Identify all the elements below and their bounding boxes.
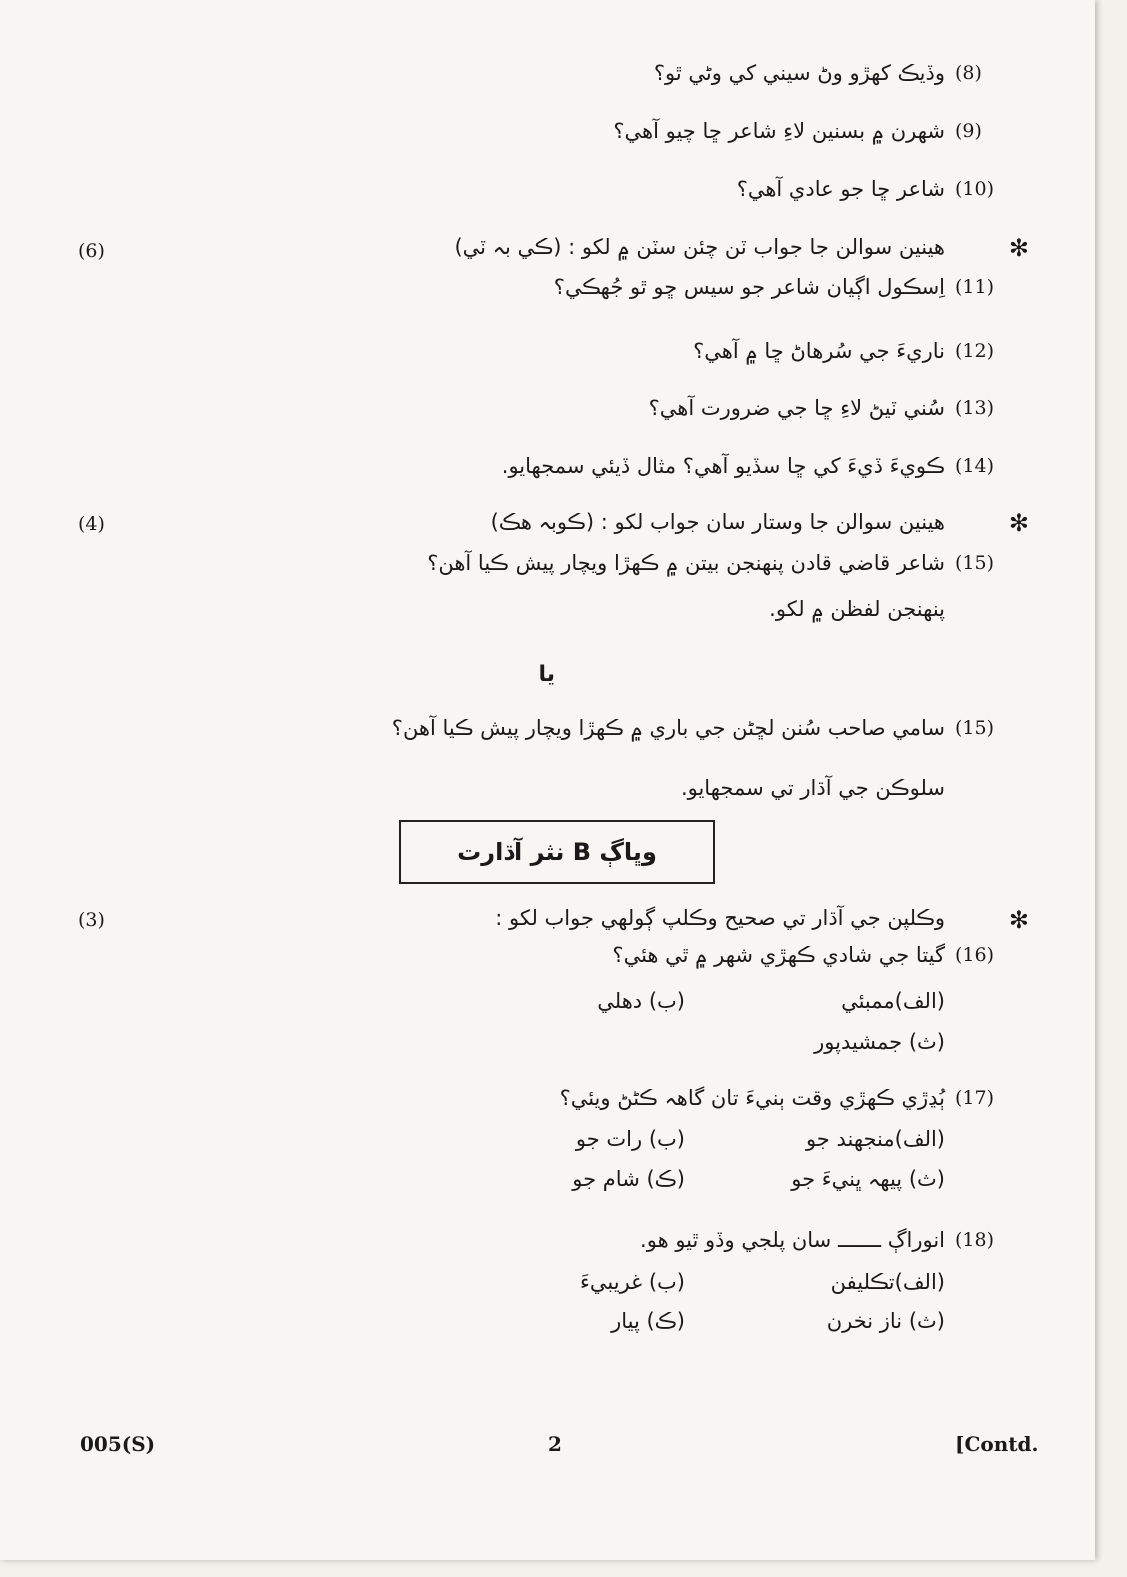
option: (ث) ناز نخرن: [826, 1309, 945, 1333]
option: (الف)ممبئي: [841, 989, 945, 1013]
option: (ث) جمشيدپور: [814, 1030, 945, 1054]
question-number: (18): [955, 1229, 995, 1251]
instruction-2: هينين سوالن جا وستار سان جواب لکو : (ڪوبہ هڪ): [490, 510, 945, 534]
option: (الف)تڪليفن: [830, 1270, 945, 1294]
page-number: 2: [548, 1432, 562, 1456]
question-text: ٻُڍڙي ڪهڙي وقت ٻنيءَ تان گاهہ ڪڻڻ ويئي؟: [559, 1086, 945, 1110]
instruction-1: هينين سوالن جا جواب ٽن چئن سٽن ۾ لکو : (ڪي بہ ٽي): [454, 235, 945, 259]
asterisk-icon: ✻: [1008, 234, 1029, 262]
marks-label: (4): [78, 513, 105, 535]
question-number: (11): [955, 276, 995, 298]
question-16: [185, 940, 995, 970]
question-text: انوراڳ ـــــــ سان پلجي وڏو ٿيو هو.: [640, 1228, 945, 1252]
question-15a: [185, 548, 995, 578]
question-10: [185, 174, 995, 204]
question-text: سُني ٽيڻ لاءِ ڇا جي ضرورت آهي؟: [648, 396, 945, 420]
question-15a-line2: پنهنجن لفظن ۾ لکو.: [769, 597, 945, 621]
question-text: اِسڪول اڳيان شاعر جو سيس ڇو ٿو جُهڪي؟: [553, 275, 945, 299]
question-text: گيتا جي شادي ڪهڙي شهر ۾ ٿي هئي؟: [612, 943, 945, 967]
question-text: شاعر قاضي قادن پنهنجن بيتن ۾ ڪهڙا ويچار پيش ڪيا آهن؟: [427, 551, 945, 575]
option: (ب) رات جو: [575, 1127, 685, 1151]
question-12: [185, 336, 995, 366]
question-number: (12): [955, 340, 995, 362]
option: (ڪ) پيار: [611, 1309, 685, 1333]
option: (ڪ) شام جو: [572, 1167, 685, 1191]
question-number: (8): [955, 62, 982, 84]
question-text: ناريءَ جي سُرهاڻ ڇا ۾ آهي؟: [693, 339, 945, 363]
question-number: (13): [955, 397, 995, 419]
option: (ث) پيهہ ڀنيءَ جو: [791, 1167, 945, 1191]
instruction-3: وڪلپن جي آڌار تي صحيح وڪلپ ڳولهي جواب لکو :: [495, 906, 945, 930]
option: (الف)منجهند جو: [805, 1127, 945, 1151]
question-number: (14): [955, 455, 995, 477]
paper-code: 005(S): [80, 1432, 156, 1456]
continued-label: [Contd.: [955, 1432, 1039, 1456]
question-11: [185, 272, 995, 302]
question-9: [185, 116, 982, 146]
asterisk-icon: ✻: [1008, 906, 1029, 934]
marks-label: (3): [78, 909, 105, 931]
question-17: [185, 1083, 995, 1113]
marks-label: (6): [78, 240, 105, 262]
question-text: شهرن ۾ بسنين لاءِ شاعر ڇا چيو آهي؟: [613, 119, 945, 143]
asterisk-icon: ✻: [1008, 509, 1029, 537]
option: (ب) غريبيءَ: [580, 1270, 685, 1294]
question-text: وڏيڪ کھڙو وڻ سيني کي وڻي ٿو؟: [653, 61, 945, 85]
question-8: [185, 58, 982, 88]
question-13: [185, 393, 995, 423]
question-number: (16): [955, 944, 995, 966]
option: (ب) دهلي: [597, 989, 685, 1013]
question-text: ڪويءَ ڏيءَ کي ڇا سڏيو آهي؟ مثال ڏيئي سمجهايو.: [501, 454, 945, 478]
question-number: (17): [955, 1087, 995, 1109]
section-title: وڀاڳ B نثر آڌارت: [399, 820, 715, 884]
question-number: (10): [955, 178, 995, 200]
question-14: [185, 451, 995, 481]
question-number: (9): [955, 120, 982, 142]
question-text: شاعر ڇا جو عادي آهي؟: [736, 177, 945, 201]
question-18: [185, 1225, 995, 1255]
question-15b-line2: سلوڪن جي آڌار تي سمجهايو.: [680, 776, 945, 800]
or-label: يا: [538, 662, 555, 687]
question-number: (15): [955, 552, 995, 574]
question-15b: [185, 713, 995, 743]
question-number: (15): [955, 717, 995, 739]
question-text: سامي صاحب سُنن لڇڻن جي باري ۾ ڪهڙا ويچار پيش ڪيا آهن؟: [391, 716, 945, 740]
